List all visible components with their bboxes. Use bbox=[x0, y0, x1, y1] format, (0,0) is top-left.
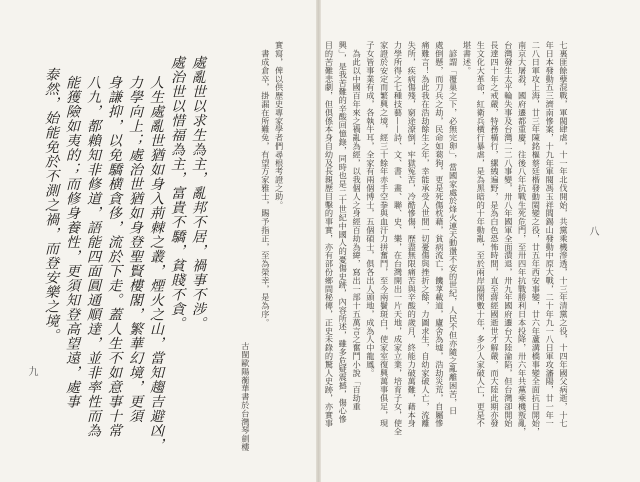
text-column: 為此以中國百年來之禍亂為經，以我個人之身經百劫為緯，寫出一部十五萬言之奮鬥小說「百劫重 bbox=[352, 41, 363, 411]
text-column: 堪書述。 bbox=[462, 41, 473, 75]
text-column: 南京大屠殺，國府遷都重慶，往後八年抗戰生死危門，至卅四年抗戰勝利日本投降，卅六年共黨乘機叛亂， bbox=[517, 41, 528, 436]
author-signature: 古閩歐陽蘅華書於台灣琴劍樓 bbox=[240, 342, 251, 452]
calligraphy-column: 能獲險如夷的；而修身養性，更須知登高望遠，處事 bbox=[64, 75, 80, 409]
text-column: 諺謂「覆巢之下，必無完卵」，當國家處於烽火連天動盪不安的世紀，人民不但亦隨之亂離困苦，日 bbox=[448, 41, 459, 415]
text-column: 二八日軍攻上海，廿三年陳銘樞蔡廷楷發動閩變之役，廿五年西安事變，廿六年蘆溝橋事變全面抗日開始， bbox=[531, 41, 542, 436]
text-column: 年日本發動五三濟南慘案，十九年軍閥馮玉祥閻錫山發動中原大戰，二十年九一八日軍攻瀋陽，廿一年一 bbox=[545, 41, 556, 428]
text-column: 台灣發生太平輪失事及台灣二二八事變，卅八年國軍全面潰退，卅九年國府遷台大陸淪陷，但台灣卻開始 bbox=[503, 41, 514, 428]
calligraphy-column: 泰然，始能免於不測之禍，而登安樂之境。 bbox=[43, 67, 59, 343]
text-column: 長達四十年之戒嚴，特務橫行，縲絏遍野，是為白色恐怖時間，直至蔣經國逝世才解嚴，而大陸此期亦發 bbox=[490, 41, 501, 428]
calligraphy-column: 處治世以惜福為主，富貴不驕，貧賤不貪。 bbox=[169, 55, 185, 331]
calligraphy-text bbox=[40, 55, 208, 455]
left-page-text bbox=[258, 41, 286, 341]
calligraphy-column: 身謙抑，以免驕横貪侈，流於下走。蓋人生不如意事十常 bbox=[106, 75, 122, 438]
book-gutter bbox=[316, 0, 321, 482]
calligraphy-column: 處亂世以求生為主，亂邦不居，禍事不涉。 bbox=[190, 55, 206, 331]
text-column: 失所，疾病傷殘，窮途潦倒，牢獄冤苦，冷酷慘傷，歷盡無限痛苦與辛酸的歲月，終能力破萬難，藉本身 bbox=[407, 41, 418, 428]
text-column: 子女皆事業有成，各執牛耳，全家有兩個博士，五個碩士，俱各出人頭地，成為人中龍鳳。 bbox=[365, 41, 376, 377]
text-column: 痛難言！為此我在浩劫餘生之年，幸能承受人世間一切憂傷與挫折之餘，力圖求生，自幼家破人亡，流離 bbox=[421, 41, 432, 428]
text-column: 七裏匪餘孽混戰，軍閥肆虐，十一年北伐開始，共黨乘機滲透，十三年清黨之役，十四年國父病逝，十七 bbox=[559, 41, 569, 428]
calligraphy-column: 八九，都賴知非修道，語能四面圓通順達，並非率性而為 bbox=[85, 75, 101, 438]
page-number: 八 bbox=[587, 226, 598, 236]
text-column: 興」，是我苦難的辛酸回憶錄，同時也是二十世紀中國人的憂傷史跡，內容所述，雖多危疑震撼，傷心慘 bbox=[338, 41, 349, 424]
text-column: 家證於安定而繁興之境，經三十餘年赤手空拳與血汗力拼奮鬥，至今兩鬢斑白，使家室復興萬事俱足，現 bbox=[379, 41, 390, 428]
text-column: 力學所得之七種技藝——詩、文、書、畫、聯、史、樂，在台灣開出一片天地，成家立業，培育子女，使全 bbox=[393, 41, 404, 436]
text-column: 生文化大革命，紅衛兵橫行暴虐，是為黑暗的十年動亂，至於兩岸隔閡數十年，多少人家破人亡，更是不 bbox=[476, 41, 487, 428]
text-column: 目的苦難悲劇，但俱係本身自幼及長親歷目擊的事實，亦有部份鄉間秘傳，正史未錄的驚人史跡，亦實事 bbox=[324, 41, 335, 428]
calligraphy-column: 力學向上；處治世猶如身登聖賢樓閣，繁華幻境，更須 bbox=[127, 75, 143, 423]
right-page-text bbox=[322, 41, 570, 451]
calligraphy-column: 人生處亂世猶如身入荊棘之叢，煙火之山，當知趨吉避凶， bbox=[148, 75, 164, 452]
page-number: 九 bbox=[26, 366, 37, 376]
text-column: 書成倉卒，掛漏在所難免，有望方家雅士，賜予指正，至為榮幸，是為序。 bbox=[260, 41, 271, 327]
text-column: 實寫，俾以供歷史專家學者們尋根考證之助。 bbox=[274, 41, 285, 209]
text-column: 處倒懸，而刀兵之劫，民命如蒭狗，更是死傷枕藉，貧病流亡，饑莩載道，廬舍為墟，浩劫災荒，自屬慘 bbox=[434, 41, 445, 428]
